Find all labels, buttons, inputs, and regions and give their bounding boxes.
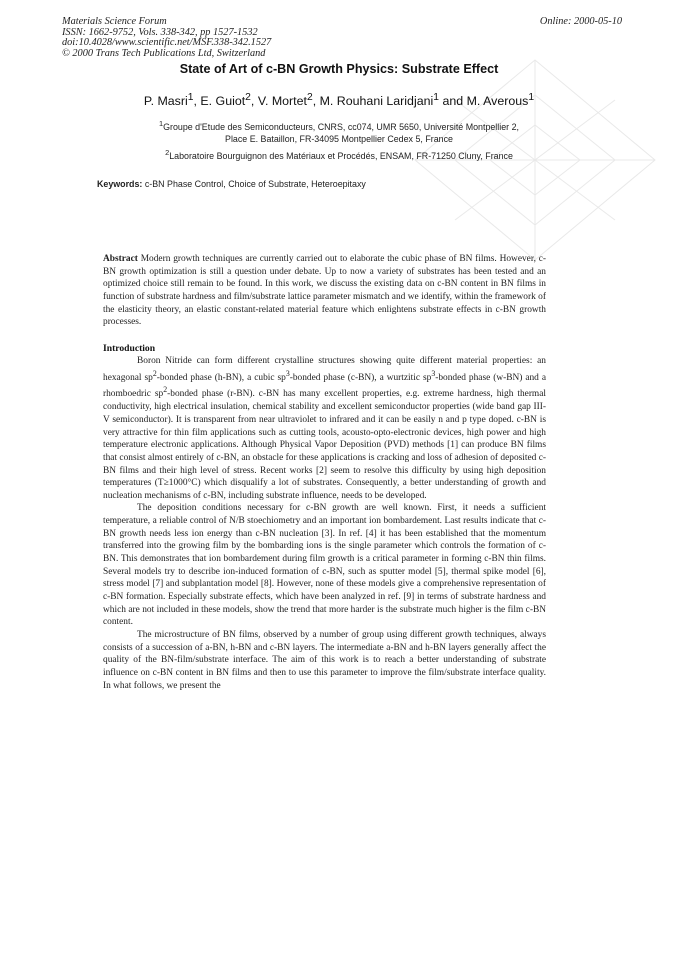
abstract-text: Modern growth techniques are currently carried out to elaborate the cubic phase of BN films. However, c-BN growth optimization is still a question under debate. Up to now a variety of substrates has been tested and an optimized choice still remain to be found. In this work, we discuss the existing data on c-BN content in BN films in function of substrate hardness and film/substrate lattice parameter mismatch and we identify, within the framework of the elasticity theory, an elastic constant-related material feature which enlightens substrate effects in c-BN growth processes.	[103, 254, 547, 328]
affiliation-line: Groupe d'Etude des Semiconducteurs, CNRS, cc074, UMR 5650, Université Montpellier 2,	[163, 121, 519, 132]
affiliation-line: Place E. Bataillon, FR-34095 Montpellier Cedex 5, France	[225, 133, 453, 144]
keywords-text: c-BN Phase Control, Choice of Substrate, Heteroepitaxy	[144, 179, 366, 189]
doi-line[interactable]: doi:10.4028/www.scientific.net/MSF.338-342.1527	[62, 37, 272, 49]
keywords-label: Keywords:	[97, 179, 143, 189]
keywords	[97, 179, 366, 189]
affiliation-mark: 1	[158, 119, 164, 128]
journal-name: Materials Science Forum	[62, 16, 167, 27]
section-heading-introduction: Introduction	[103, 343, 156, 354]
author: M. Averous	[466, 94, 529, 109]
copyright-line: © 2000 Trans Tech Publications Ltd, Switzerland	[62, 47, 266, 59]
online-date: Online: 2000-05-10	[539, 16, 622, 27]
abstract	[103, 253, 546, 329]
author-affiliation-mark: 1	[528, 92, 535, 103]
abstract-label: Abstract	[103, 254, 138, 264]
author-affiliation-mark: 1	[187, 92, 194, 103]
author: V. Mortet	[257, 94, 307, 109]
paper-title: State of Art of c-BN Growth Physics: Substrate Effect	[179, 62, 499, 76]
author: M. Rouhani Laridjani	[319, 94, 434, 109]
introduction-body	[103, 355, 546, 692]
issn-line: ISSN: 1662-9752, Vols. 338-342, pp 1527-1532	[62, 26, 258, 38]
affiliation-mark: 2	[165, 148, 170, 157]
paragraph: The deposition conditions necessary for c-BN growth are well known. First, it needs a sufficient temperature, a reliable control of N/B stoechiometry and an important ion bombardement. Last results indicate that c-BN growth needs less ion energy than c-BN nucleation [3]. In ref. [4] it has been established that the momentum transferred into the growing film by the bombarding ions is the single parameter which controls the formation of c-BN. This demonstrates that ion bombardement during film growth is a critical parameter in forming c-BN thin films. Several models try to describe ion-induced formation of c-BN, such as sputter model [5], thermal spike model [6], stress model [7] and subplantation model [8]. However, none of these models give a comprehensive representation of c-BN formation. Especially substrate effects, which have been analyzed in ref. [9] in terms of substrate hardness and which are not included in these models, show the trend that more harder is the substrate much higher is the film c-BN content.	[103, 503, 546, 628]
paragraph: Boron Nitride can form different crystalline structures showing quite different material properties: an hexagonal $sp^2$-bonded phase (h-BN), a cubic $sp^3$-bonded phase (c-BN), a wurtzitic $sp^3$-bonded phase (w-BN) and a rhomboedric $sp^2$-bonded phase (r-BN). c-BN has many excellent properties, e.g. extreme hardness, high thermal conductivity, high electrical insulation, chemical stability and excellent semiconductor properties (wide band gap III-V semiconductor). It is transparent from near ultraviolet to infrared and it can be easily n and p type doped. c-BN is very attractive for thin film applications such as cutting tools, acousto-opto-electronic devices, high power and high temperature electronic applications. Although Physical Vapor Deposition (PVD) methods [1] can produce BN films that consist almost entirely of c-BN, an obstacle for these applications is cracking and loss of adhesion of deposited c-BN films and their high level of stress. Recent works [2] seem to resolve this difficulty by using high deposition temperatures (T≥1000°C) which disqualify a lot of substrates. Consequently, a better understanding of growth and nucleation mechanisms of c-BN, including substrate influence, needs to be developed.	[103, 356, 546, 501]
author-affiliation-mark: 2	[245, 92, 251, 103]
affiliation-1	[0, 118, 678, 145]
author-affiliation-mark: 2	[306, 92, 313, 103]
author-affiliation-mark: 1	[433, 92, 439, 103]
affiliation-line: Laboratoire Bourguignon des Matériaux et Procédés, ENSAM, FR-71250 Cluny, France	[169, 150, 513, 161]
author: E. Guiot	[200, 94, 246, 109]
publication-header	[62, 17, 622, 59]
author: P. Masri	[143, 94, 188, 109]
author-list: P. Masri$^1$, E. Guiot$^2$, V. Mortet$^2$, M. Rouhani Laridjani$^1$ and M. Averous$^1$	[143, 92, 535, 109]
affiliation-2	[0, 147, 678, 162]
paragraph: The microstructure of BN films, observed by a number of group using different growth techniques, always consists of a succession of a-BN, h-BN and c-BN layers. The intermediate a-BN and h-BN layers generally affect the quality of the BN-film/substrate interface. The aim of this work is to reach a better understanding of substrate influence on c-BN content in BN films and then to use this parameter to improve the film/substrate interface quality. In what follows, we present the	[103, 630, 546, 691]
